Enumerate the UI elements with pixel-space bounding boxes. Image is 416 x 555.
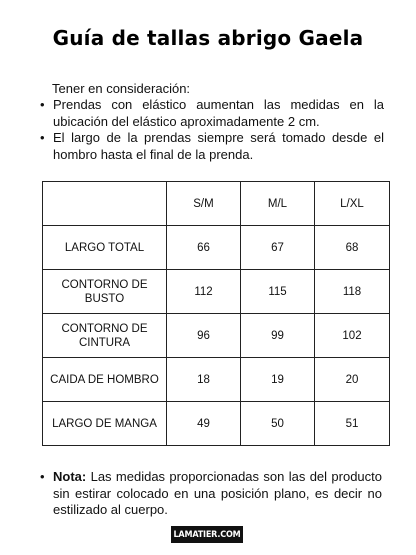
table-cell: 102 <box>315 314 390 358</box>
table-cell: 99 <box>241 314 315 358</box>
row-label: CAIDA DE HOMBRO <box>43 358 167 402</box>
note-paragraph <box>40 469 382 519</box>
intro-heading: Tener en consideración: <box>52 81 191 96</box>
table-row <box>43 270 390 314</box>
page-title: Guía de tallas abrigo Gaela <box>52 26 364 50</box>
table-cell: 118 <box>315 270 390 314</box>
table-cell: 67 <box>241 226 315 270</box>
considerations-list <box>40 97 384 163</box>
table-cell: 51 <box>315 402 390 446</box>
table-row <box>43 402 390 446</box>
list-item <box>40 130 384 163</box>
bullet-icon: • <box>40 469 45 484</box>
header-cell-empty <box>43 182 167 226</box>
bullet-text: El largo de la prendas siempre será tomado desde el hombro hasta el final de la prenda. <box>53 130 384 162</box>
note-label: Nota: <box>53 469 87 484</box>
row-label: CONTORNO DE BUSTO <box>43 270 167 314</box>
bullet-icon: • <box>40 97 45 112</box>
row-label: LARGO TOTAL <box>43 226 167 270</box>
size-table <box>42 181 390 446</box>
table-cell: 18 <box>167 358 241 402</box>
row-label: CONTORNO DE CINTURA <box>43 314 167 358</box>
note-text: Las medidas proporcionadas son las del producto sin estirar colocado en una posición plano, es decir no estilizado al cuerpo. <box>53 469 382 517</box>
table-cell: 19 <box>241 358 315 402</box>
list-item <box>40 97 384 130</box>
table-row <box>43 226 390 270</box>
table-cell: 115 <box>241 270 315 314</box>
table-cell: 49 <box>167 402 241 446</box>
table-header-row <box>43 182 390 226</box>
table-cell: 66 <box>167 226 241 270</box>
bullet-icon: • <box>40 130 45 145</box>
table-cell: 50 <box>241 402 315 446</box>
brand-logo: LAMATIER.COM <box>171 526 243 543</box>
table-row <box>43 358 390 402</box>
table-cell: 68 <box>315 226 390 270</box>
table-cell: 96 <box>167 314 241 358</box>
header-cell-lxl: L/XL <box>315 182 390 226</box>
table-row <box>43 314 390 358</box>
header-cell-sm: S/M <box>167 182 241 226</box>
header-cell-ml: M/L <box>241 182 315 226</box>
row-label: LARGO DE MANGA <box>43 402 167 446</box>
bullet-text: Prendas con elástico aumentan las medidas en la ubicación del elástico aproximadamente 2 cm. <box>53 97 384 129</box>
table-cell: 112 <box>167 270 241 314</box>
table-cell: 20 <box>315 358 390 402</box>
